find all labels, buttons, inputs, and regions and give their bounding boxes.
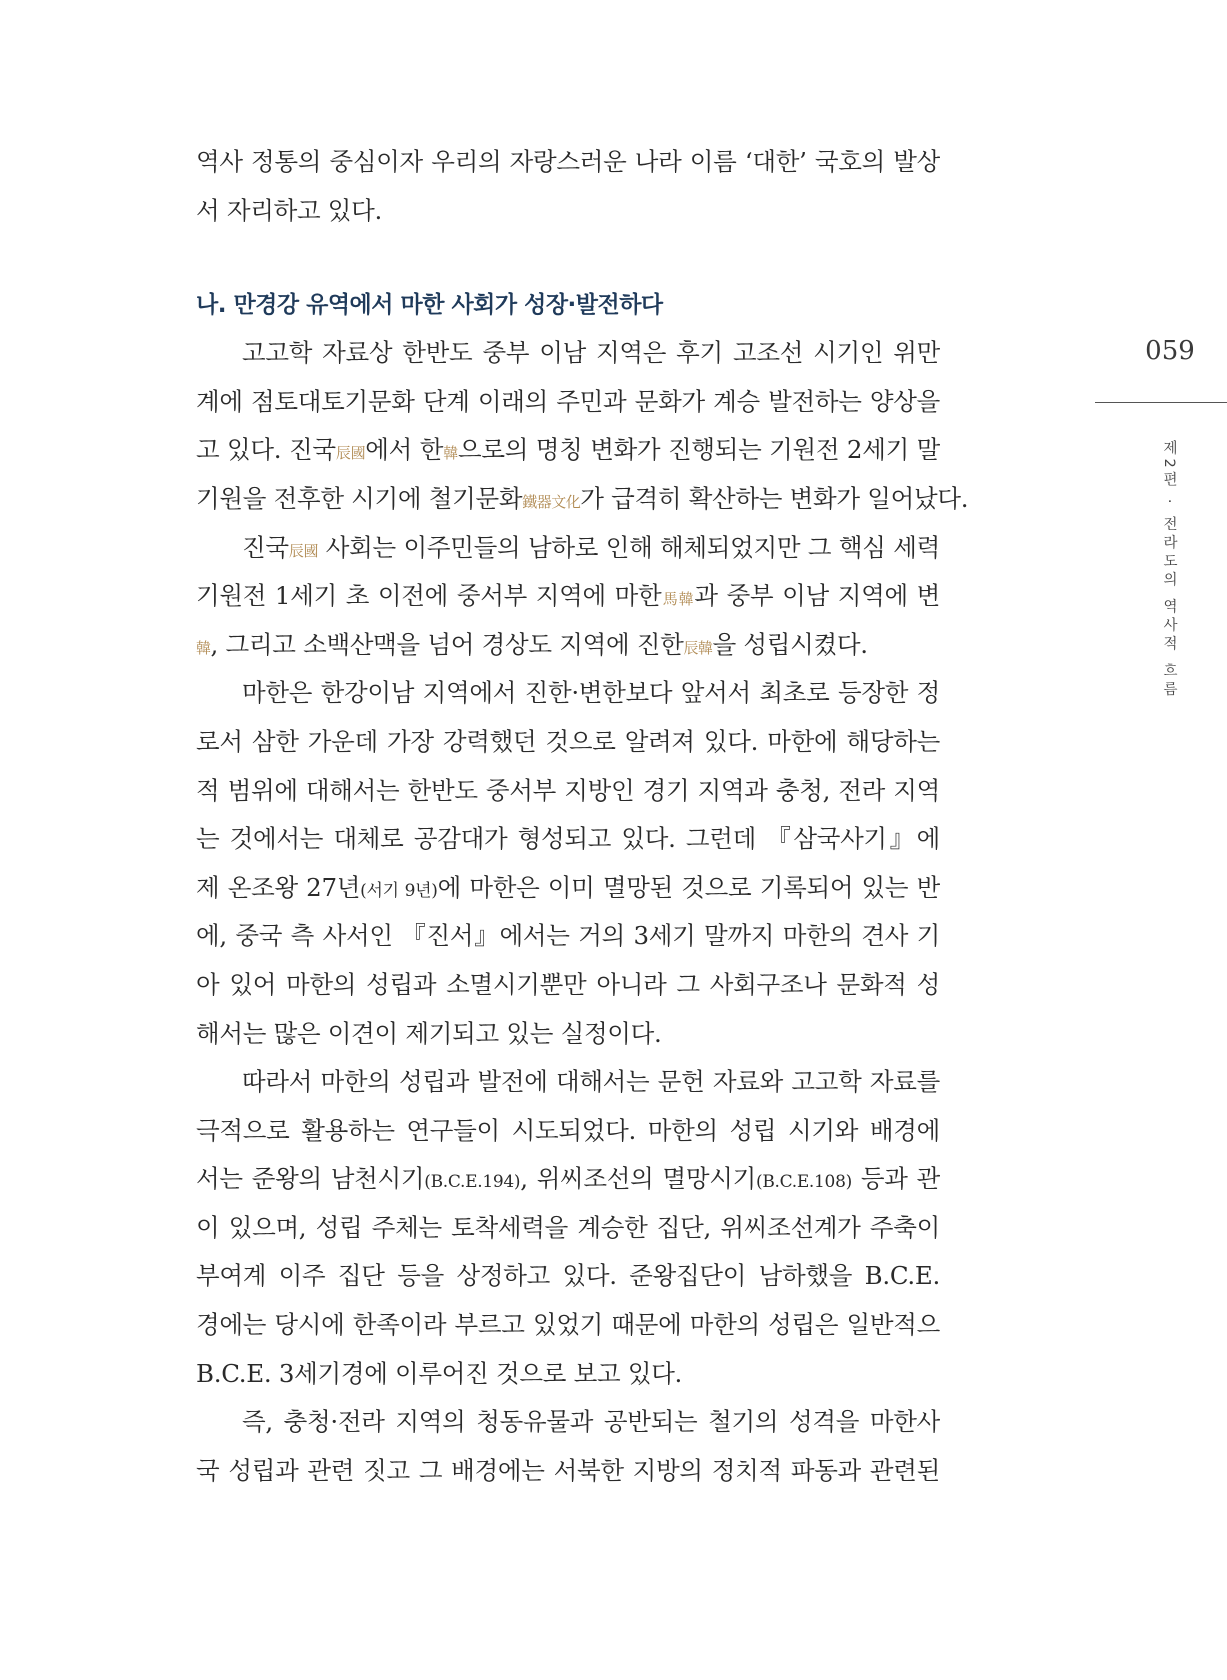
text-line: 역사 정통의 중심이자 우리의 자랑스러운 나라 이름 ‘대한’ 국호의 발상 xyxy=(196,147,940,176)
text-segment: 진국 xyxy=(242,532,289,562)
text-segment: 서는 준왕의 남천시기 xyxy=(196,1164,425,1194)
text-segment: 기원을 전후한 시기에 철기문화 xyxy=(196,483,523,513)
text-line: 국 성립과 관련 짓고 그 배경에는 서북한 지방의 정치적 파동과 관련된 xyxy=(196,1455,940,1485)
parenthetical-note: (B.C.E.194) xyxy=(424,1172,521,1193)
parenthetical-note: (B.C.E.108) xyxy=(755,1172,852,1193)
text-segment: 제 온조왕 27년 xyxy=(196,872,361,902)
text-segment: 등과 관 xyxy=(860,1164,940,1194)
text-line: 즉, 충청·전라 지역의 청동유물과 공반되는 철기의 성격을 마한사 xyxy=(242,1407,940,1437)
text-segment: 기원전 1세기 초 이전에 중서부 지역에 마한 xyxy=(196,581,662,611)
text-line xyxy=(196,572,940,621)
hanja-annotation: 辰韓 xyxy=(683,638,713,657)
text-line: 이 있으며, 성립 주체는 토착세력을 계승한 집단, 위씨조선계가 주축이 xyxy=(196,1212,940,1242)
hanja-annotation: 辰國 xyxy=(335,444,366,463)
text-line: 따라서 마한의 성립과 발전에 대해서는 문헌 자료와 고고학 자료를 xyxy=(242,1067,940,1097)
text-line: 부여계 이주 집단 등을 상정하고 있다. 준왕집단이 남하했을 B.C.E. xyxy=(196,1261,940,1291)
margin-divider xyxy=(1095,402,1227,403)
hanja-annotation: 鐵器文化 xyxy=(522,492,581,511)
parenthetical-note: (서기 9년) xyxy=(360,880,438,901)
text-segment: , 그리고 소백산맥을 넘어 경상도 지역에 진한 xyxy=(210,629,684,659)
text-segment: 가 급격히 확산하는 변화가 일어났다. xyxy=(580,483,969,513)
body-text xyxy=(196,138,969,1495)
text-line: 계에 점토대토기문화 단계 이래의 주민과 문화가 계승 발전하는 양상을 xyxy=(196,386,940,416)
text-segment: 사회는 이주민들의 남하로 인해 해체되었지만 그 핵심 세력 xyxy=(325,532,940,562)
text-line xyxy=(196,1155,940,1204)
text-segment: 과 중부 이남 지역에 변 xyxy=(694,581,940,611)
section-heading: 나. 만경강 유역에서 마한 사회가 성장·발전하다 xyxy=(196,292,663,319)
text-line xyxy=(196,426,940,475)
text-line: 로서 삼한 가운데 가장 강력했던 것으로 알려져 있다. 마한에 해당하는 xyxy=(196,726,940,756)
text-line: 극적으로 활용하는 연구들이 시도되었다. 마한의 성립 시기와 배경에 xyxy=(196,1115,940,1145)
text-line: 고고학 자료상 한반도 중부 이남 지역은 후기 고조선 시기인 위만 xyxy=(242,338,940,368)
text-segment: 고 있다. 진국 xyxy=(196,435,336,465)
text-segment: 을 성립시켰다. xyxy=(712,629,868,659)
running-title: 제2편 · 전라도의 역사적 흐름 xyxy=(1161,440,1177,700)
page-number: 059 xyxy=(1145,336,1195,366)
text-line: 는 것에서는 대체로 공감대가 형성되고 있다. 그런데 『삼국사기』에 xyxy=(196,824,940,854)
hanja-annotation: 韓 xyxy=(196,638,211,657)
text-line: 해서는 많은 이견이 제기되고 있는 실정이다. xyxy=(196,1018,662,1048)
text-line: 아 있어 마한의 성립과 소멸시기뿐만 아니라 그 사회구조나 문화적 성 xyxy=(196,969,940,999)
text-line: 적 범위에 대해서는 한반도 중서부 지방인 경기 지역과 충청, 전라 지역 xyxy=(196,775,940,805)
text-line xyxy=(196,864,940,913)
text-line: 에, 중국 측 사서인 『진서』에서는 거의 3세기 말까지 마한의 견사 기 xyxy=(196,921,940,951)
text-segment: , 위씨조선의 멸망시기 xyxy=(520,1164,756,1194)
text-line xyxy=(196,475,969,524)
text-segment: 에서 한 xyxy=(365,435,444,465)
text-line: B.C.E. 3세기경에 이루어진 것으로 보고 있다. xyxy=(196,1358,683,1388)
hanja-annotation: 韓 xyxy=(443,444,458,463)
text-segment: 에 마한은 이미 멸망된 것으로 기록되어 있는 반 xyxy=(437,872,940,902)
text-line: 서 자리하고 있다. xyxy=(196,195,383,225)
text-segment: 으로의 명칭 변화가 진행되는 기원전 2세기 말 xyxy=(458,435,940,465)
text-line xyxy=(196,524,940,573)
text-line: 경에는 당시에 한족이라 부르고 있었기 때문에 마한의 성립은 일반적으 xyxy=(196,1310,940,1340)
hanja-annotation: 馬韓 xyxy=(661,590,695,609)
text-line xyxy=(196,621,940,670)
hanja-annotation: 辰國 xyxy=(288,541,319,560)
text-line: 마한은 한강이남 지역에서 진한·변한보다 앞서서 최초로 등장한 정 xyxy=(242,678,940,708)
